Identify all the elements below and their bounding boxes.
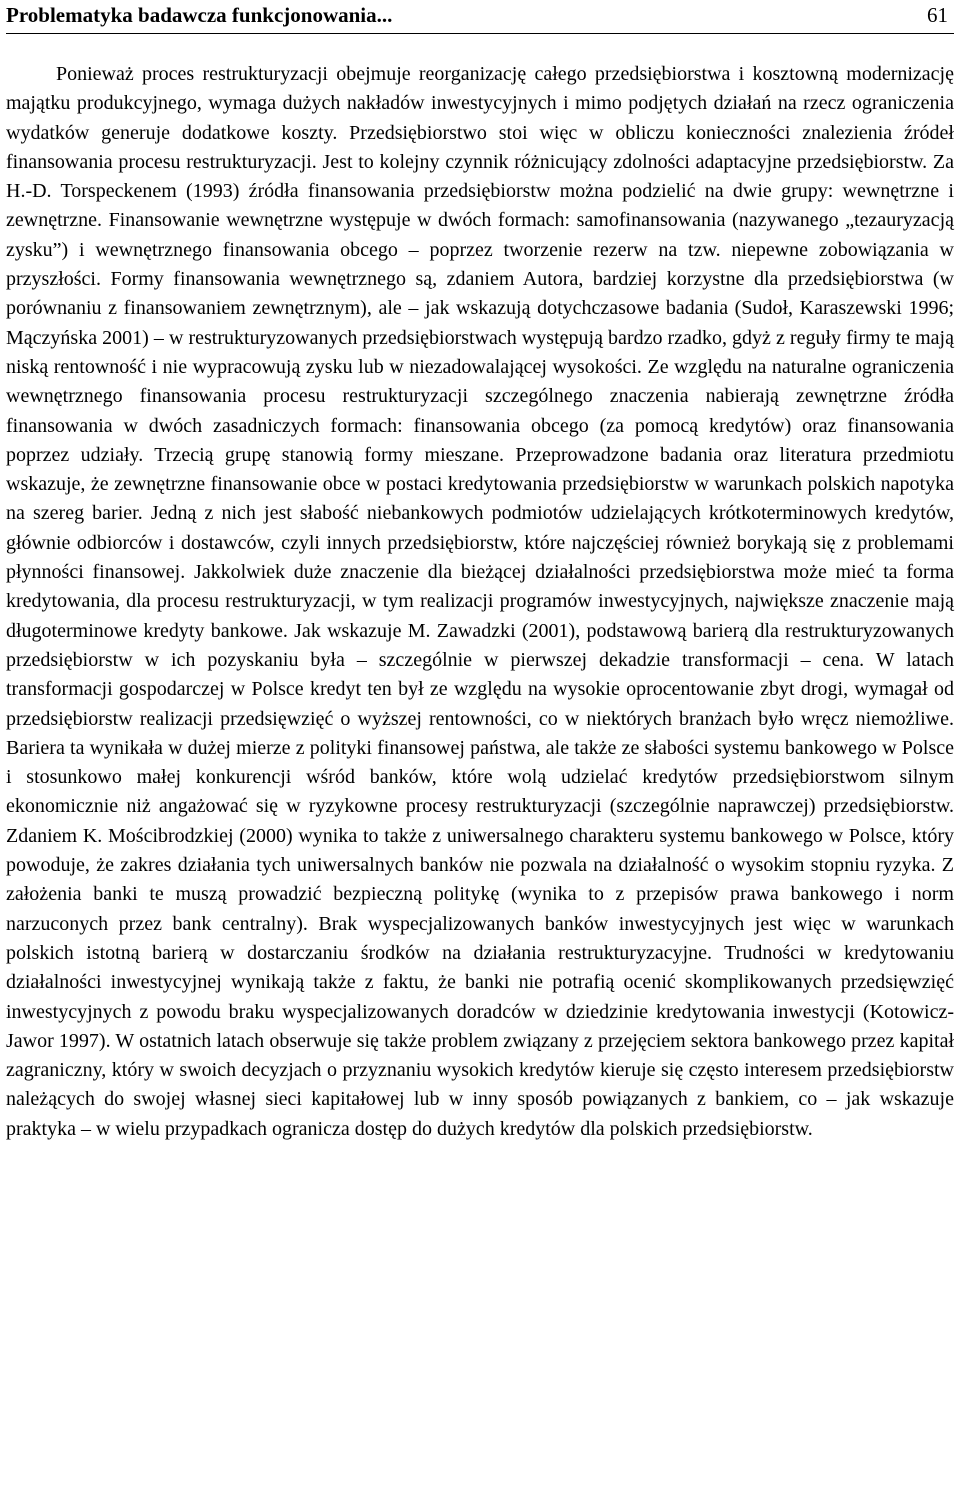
paragraph: Ponieważ proces restrukturyzacji obejmuje reorganizację całego przedsiębiorstwa i kosztowną modernizację majątku produkcyjnego, wymaga dużych nakładów inwestycyjnych i mimo podjętych działań na rzecz ograniczenia wydatków generuje dodatkowe koszty. Przedsiębiorstwo stoi więc w obliczu konieczności znalezienia źródeł finansowania procesu restrukturyzacji. Jest to kolejny czynnik różnicujący zdolności adaptacyjne przedsiębiorstw. Za H.-D. Torspeckenem (1993) źródła finansowania przedsiębiorstw można podzielić na dwie grupy: wewnętrzne i zewnętrzne. Finansowanie wewnętrzne występuje w dwóch formach: samofinansowania (nazywanego „tezauryzacją zysku”) i wewnętrznego finansowania obcego – poprzez tworzenie rezerw na tzw. niepewne zobowiązania w przyszłości. Formy finansowania wewnętrznego są, zdaniem Autora, bardziej korzystne dla przedsiębiorstwa (w porównaniu z finansowaniem zewnętrznym), ale – jak wskazują dotychczasowe badania (Sudoł, Karaszewski 1996; Mączyńska 2001) – w restrukturyzowanych przedsiębiorstwach występują bardzo rzadko, gdyż z reguły firmy te mają niską rentowność i nie wypracowują zysku lub w niezadowalającej wysokości. Ze względu na naturalne ograniczenia wewnętrznego finansowania procesu restrukturyzacji szczególnego znaczenia nabierają zewnętrzne źródła finansowania w dwóch zasadniczych formach: finansowania obcego (za pomocą kredytów) oraz finansowania poprzez udziały. Trzecią grupę stanowią formy mieszane. Przeprowadzone badania oraz literatura przedmiotu wskazuje, że zewnętrzne finansowanie obce w postaci kredytowania przedsiębiorstw w warunkach polskich napotyka na szereg barier. Jedną z nich jest słabość niebankowych podmiotów udzielających krótkoterminowych kredytów, głównie odbiorców i dostawców, czyli innych przedsiębiorstw, które najczęściej również borykają się z problemami płynności finansowej. Jakkolwiek duże znaczenie dla bieżącej działalności przedsiębiorstwa może mieć ta forma kredytowania, dla procesu restrukturyzacji, w tym realizacji programów inwestycyjnych, największe znaczenie mają długoterminowe kredyty bankowe. Jak wskazuje M. Zawadzki (2001), podstawową barierą dla restrukturyzowanych przedsiębiorstw w ich pozyskaniu była – szczególnie w pierwszej dekadzie transformacji – cena. W latach transformacji gospodarczej w Polsce kredyt ten był ze względu na wysokie oprocentowanie zbyt drogi, wymagał od przedsiębiorstw realizacji przedsięwzięć o wyższej rentowności, co w niektórych branżach było wręcz niemożliwe. Bariera ta wynikała w dużej mierze z polityki finansowej państwa, ale także ze słabości systemu bankowego w Polsce i stosunkowo małej konkurencji wśród banków, które wolą udzielać kredytów przedsiębiorstwom silnym ekonomicznie niż angażować się w ryzykowne procesy restrukturyzacji (szczególnie naprawczej) przedsiębiorstw. Zdaniem K. Mościbrodzkiej (2000) wynika to także z uniwersalnego charakteru systemu bankowego w Polsce, który powoduje, że zakres działania tych uniwersalnych banków nie pozwala na działalność o wysokim stopniu ryzyka. Z założenia banki te muszą prowadzić bezpieczną politykę (wynika to z przepisów prawa bankowego i norm narzuconych przez bank centralny). Brak wyspecjalizowanych banków inwestycyjnych jest więc w warunkach polskich istotną barierą w dostarczaniu środków na działania restrukturyzacyjne. Trudności w kredytowaniu działalności inwestycyjnej wynikają także z faktu, że banki nie potrafią ocenić skomplikowanych przedsięwzięć inwestycyjnych z powodu braku wyspecjalizowanych doradców w dziedzinie kredytowania inwestycji (Kotowicz-Jawor 1997). W ostatnich latach obserwuje się także problem związany z przejęciem sektora bankowego przez kapitał zagraniczny, który w swoich decyzjach o przyznaniu wysokich kredytów kieruje się często interesem przedsiębiorstw należących do swojej własnej sieci kapitałowej lub w inny sposób powiązanych z bankiem, co – jak wskazuje praktyka – w wielu przypadkach ogranicza dostęp do dużych kredytów dla polskich przedsiębiorstw. [6,63,954,1140]
header-rule [6,33,954,34]
running-title: Problematyka badawcza funkcjonowania... [6,3,393,27]
running-header [6,2,952,34]
page-number: 61 [927,3,948,27]
body-text [6,60,954,1144]
